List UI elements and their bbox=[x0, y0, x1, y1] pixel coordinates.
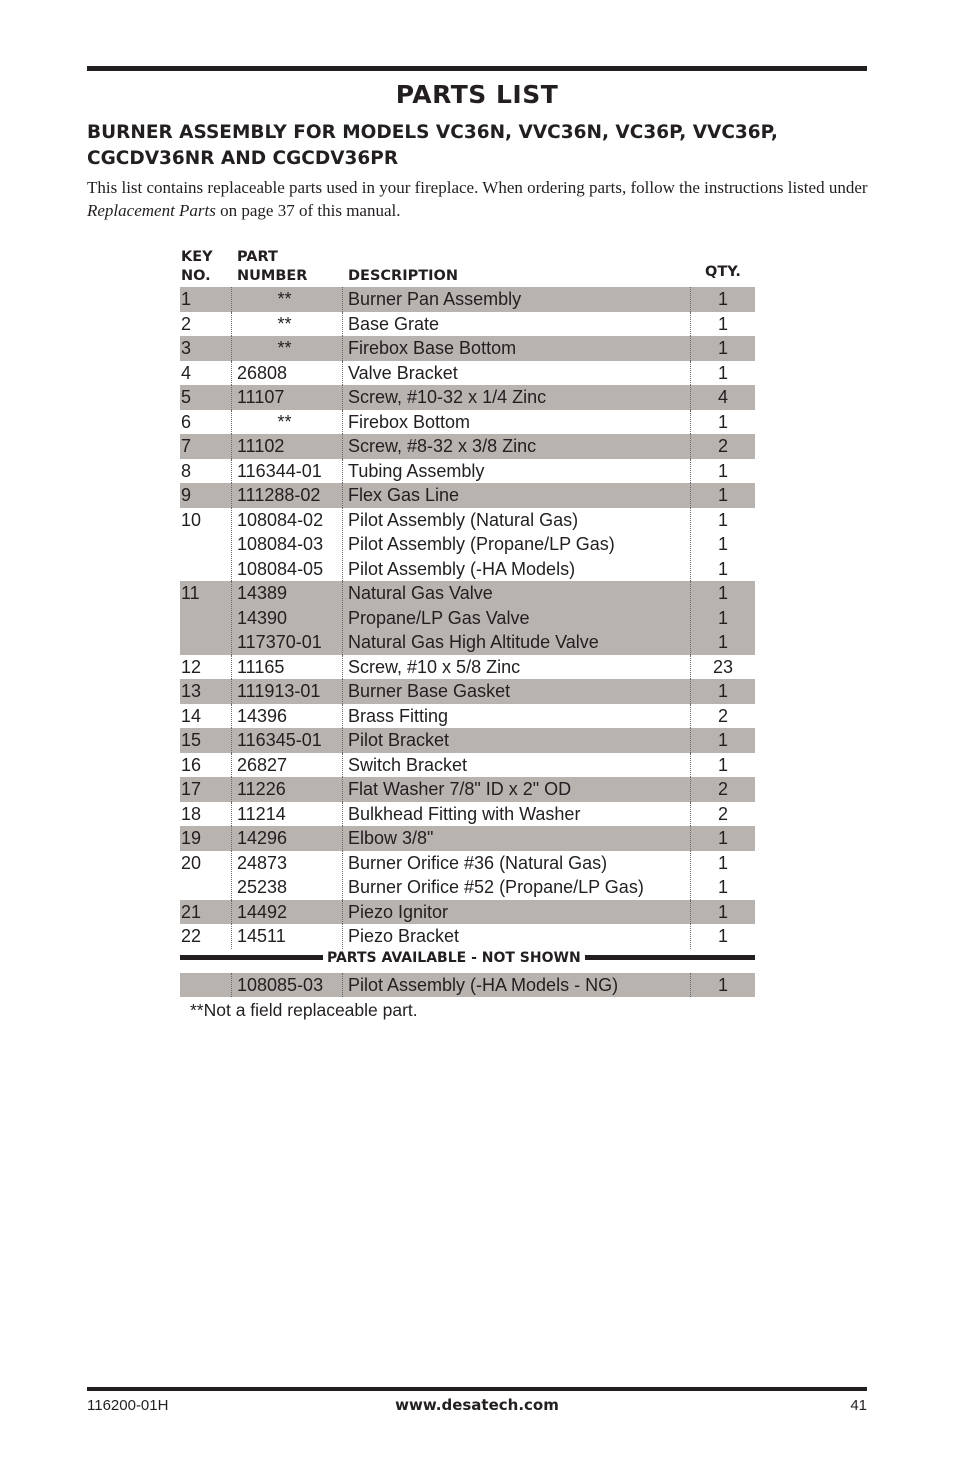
key-number: 18 bbox=[181, 803, 202, 824]
part-number: 11214 bbox=[237, 803, 286, 824]
part-quantity: 4 bbox=[717, 387, 728, 407]
part-description: Burner Orifice #52 (Propane/LP Gas) bbox=[348, 877, 644, 897]
not-shown-banner bbox=[180, 949, 755, 973]
table-row bbox=[180, 728, 755, 753]
table-row bbox=[180, 312, 755, 337]
key-number: 9 bbox=[181, 485, 192, 505]
table-row bbox=[180, 753, 755, 778]
key-number: 1 bbox=[181, 289, 192, 309]
key-number: 2 bbox=[181, 313, 192, 334]
part-description: Piezo Ignitor bbox=[348, 901, 449, 922]
not-shown-label: PARTS AVAILABLE - NOT SHOWN bbox=[323, 949, 585, 967]
part-description: Pilot Assembly (Propane/LP Gas) bbox=[348, 534, 615, 554]
part-quantity: 1 bbox=[717, 632, 728, 652]
table-row-line bbox=[180, 704, 755, 729]
key-number: 21 bbox=[181, 901, 202, 922]
part-description: Brass Fitting bbox=[348, 705, 449, 726]
table-row-line bbox=[180, 630, 755, 655]
table-row-line bbox=[180, 287, 755, 312]
intro-paragraph bbox=[87, 176, 877, 222]
part-quantity: 1 bbox=[717, 460, 728, 481]
table-row-line bbox=[180, 679, 755, 704]
part-description: Flex Gas Line bbox=[348, 485, 460, 505]
part-description: Natural Gas Valve bbox=[348, 583, 493, 603]
intro-emphasis: Replacement Parts bbox=[87, 201, 216, 220]
part-number: 111913-01 bbox=[237, 681, 321, 701]
key-number: 13 bbox=[181, 681, 202, 701]
part-description: Tubing Assembly bbox=[348, 460, 485, 481]
header-key-line2: NO. bbox=[181, 268, 211, 284]
key-number: 7 bbox=[181, 436, 192, 456]
part-number: 116345-01 bbox=[237, 730, 322, 750]
key-number: 10 bbox=[181, 509, 202, 530]
key-number: 15 bbox=[181, 730, 202, 750]
part-quantity: 1 bbox=[717, 313, 728, 334]
table-row-line bbox=[180, 875, 755, 900]
table-row-line bbox=[180, 826, 755, 851]
table-row-line bbox=[180, 753, 755, 778]
header-description: DESCRIPTION bbox=[348, 268, 458, 284]
page-number: 41 bbox=[850, 1397, 867, 1414]
header-part-line2: NUMBER bbox=[237, 268, 308, 284]
part-quantity: 2 bbox=[717, 779, 728, 799]
part-description: Piezo Bracket bbox=[348, 926, 460, 946]
part-quantity: 1 bbox=[717, 583, 728, 603]
part-quantity: 1 bbox=[717, 974, 728, 995]
part-number: 108084-05 bbox=[237, 558, 324, 579]
part-number: 14511 bbox=[237, 926, 286, 946]
key-number: 22 bbox=[181, 926, 202, 946]
part-number: 11226 bbox=[237, 779, 286, 799]
key-number: 17 bbox=[181, 779, 202, 799]
part-number: 14396 bbox=[237, 705, 288, 726]
part-description: Firebox Bottom bbox=[348, 411, 471, 432]
part-quantity: 2 bbox=[717, 803, 728, 824]
part-description: Elbow 3/8" bbox=[348, 828, 434, 848]
table-row-line bbox=[180, 312, 755, 337]
part-quantity: 1 bbox=[717, 534, 728, 554]
table-row bbox=[180, 459, 755, 484]
table-row-line bbox=[180, 459, 755, 484]
table-row bbox=[180, 973, 755, 998]
part-quantity: 23 bbox=[712, 656, 734, 677]
key-number: 8 bbox=[181, 460, 192, 481]
key-number: 5 bbox=[181, 387, 192, 407]
table-row-line bbox=[180, 410, 755, 435]
key-number: 12 bbox=[181, 656, 202, 677]
part-description: Pilot Assembly (-HA Models - NG) bbox=[348, 974, 619, 995]
table-row bbox=[180, 287, 755, 312]
table-row-line bbox=[180, 777, 755, 802]
part-number: ** bbox=[277, 338, 292, 358]
part-number: 14296 bbox=[237, 828, 288, 848]
page-title: PARTS LIST bbox=[395, 80, 559, 109]
table-row bbox=[180, 336, 755, 361]
part-number: 11107 bbox=[237, 387, 285, 407]
part-number: ** bbox=[277, 289, 292, 309]
part-description: Screw, #10-32 x 1/4 Zinc bbox=[348, 387, 547, 407]
table-row bbox=[180, 924, 755, 949]
key-number: 4 bbox=[181, 362, 192, 383]
table-row-line bbox=[180, 924, 755, 949]
part-quantity: 2 bbox=[717, 705, 728, 726]
part-number: ** bbox=[277, 411, 292, 432]
header-key-line1: KEY bbox=[181, 249, 213, 265]
table-row-line bbox=[180, 508, 755, 533]
table-row bbox=[180, 483, 755, 508]
header-key-no bbox=[181, 248, 213, 286]
part-description: Firebox Base Bottom bbox=[348, 338, 517, 358]
top-rule bbox=[87, 66, 867, 71]
part-quantity: 1 bbox=[717, 509, 728, 530]
part-number: 26808 bbox=[237, 362, 288, 383]
part-number: 116344-01 bbox=[237, 460, 322, 481]
part-quantity: 1 bbox=[717, 558, 728, 579]
key-number: 20 bbox=[181, 852, 202, 873]
part-description: Propane/LP Gas Valve bbox=[348, 607, 530, 628]
key-number: 3 bbox=[181, 338, 192, 358]
part-quantity: 1 bbox=[717, 828, 728, 848]
website-link[interactable]: www.desatech.com bbox=[395, 1396, 559, 1414]
part-quantity: 1 bbox=[717, 362, 728, 383]
part-quantity: 1 bbox=[717, 852, 728, 873]
part-number: ** bbox=[277, 313, 292, 334]
table-row-line bbox=[180, 532, 755, 557]
table-row bbox=[180, 679, 755, 704]
part-description: Flat Washer 7/8" ID x 2" OD bbox=[348, 779, 572, 799]
part-description: Pilot Assembly (Natural Gas) bbox=[348, 509, 579, 530]
table-row bbox=[180, 385, 755, 410]
table-row-line bbox=[180, 728, 755, 753]
table-row bbox=[180, 704, 755, 729]
part-number: 11102 bbox=[237, 436, 285, 456]
section-subtitle: BURNER ASSEMBLY FOR MODELS VC36N, VVC36N, VC36P, VVC36P, CGCDV36NR AND CGCDV36PR bbox=[87, 122, 778, 169]
part-quantity: 1 bbox=[717, 485, 728, 505]
header-qty: QTY. bbox=[705, 264, 741, 280]
part-number: 24873 bbox=[237, 852, 288, 873]
part-number: 14390 bbox=[237, 607, 288, 628]
table-row-line bbox=[180, 851, 755, 876]
part-quantity: 1 bbox=[717, 926, 728, 946]
part-description: Burner Orifice #36 (Natural Gas) bbox=[348, 852, 608, 873]
part-number: 108084-03 bbox=[237, 534, 324, 554]
part-quantity: 1 bbox=[717, 754, 728, 775]
table-row-line bbox=[180, 973, 755, 998]
part-quantity: 1 bbox=[717, 877, 728, 897]
table-row-line bbox=[180, 655, 755, 680]
table-row-line bbox=[180, 385, 755, 410]
table-row bbox=[180, 900, 755, 925]
bottom-rule bbox=[87, 1387, 867, 1391]
part-number: 108085-03 bbox=[237, 974, 324, 995]
table-row bbox=[180, 434, 755, 459]
table-row-line bbox=[180, 336, 755, 361]
table-row bbox=[180, 851, 755, 900]
part-description: Burner Base Gasket bbox=[348, 681, 511, 701]
part-number: 25238 bbox=[237, 877, 288, 897]
part-number: 111288-02 bbox=[237, 485, 321, 505]
part-description: Natural Gas High Altitude Valve bbox=[348, 632, 599, 652]
part-number: 26827 bbox=[237, 754, 288, 775]
part-quantity: 1 bbox=[717, 289, 728, 309]
table-row bbox=[180, 361, 755, 386]
table-row bbox=[180, 655, 755, 680]
table-row-line bbox=[180, 483, 755, 508]
part-quantity: 1 bbox=[717, 901, 728, 922]
part-number: 11165 bbox=[237, 656, 285, 677]
key-number: 16 bbox=[181, 754, 202, 775]
doc-number: 116200-01H bbox=[87, 1397, 169, 1414]
table-row-line bbox=[180, 434, 755, 459]
footnote: **Not a field replaceable part. bbox=[190, 1000, 418, 1020]
part-description: Burner Pan Assembly bbox=[348, 289, 522, 309]
parts-table bbox=[180, 287, 755, 997]
table-row bbox=[180, 826, 755, 851]
part-description: Screw, #10 x 5/8 Zinc bbox=[348, 656, 521, 677]
part-description: Pilot Bracket bbox=[348, 730, 450, 750]
table-row-line bbox=[180, 581, 755, 606]
part-quantity: 1 bbox=[717, 338, 728, 358]
key-number: 14 bbox=[181, 705, 202, 726]
table-row bbox=[180, 581, 755, 655]
table-row-line bbox=[180, 361, 755, 386]
intro-text-end: on page 37 of this manual. bbox=[215, 201, 401, 220]
table-row-line bbox=[180, 900, 755, 925]
part-description: Base Grate bbox=[348, 313, 440, 334]
part-quantity: 2 bbox=[717, 436, 728, 456]
table-row-line bbox=[180, 606, 755, 631]
table-row bbox=[180, 802, 755, 827]
table-row bbox=[180, 777, 755, 802]
header-part-line1: PART bbox=[237, 249, 278, 265]
part-description: Pilot Assembly (-HA Models) bbox=[348, 558, 576, 579]
table-row bbox=[180, 508, 755, 582]
part-number: 14389 bbox=[237, 583, 288, 603]
table-row bbox=[180, 410, 755, 435]
header-part-number bbox=[237, 248, 307, 286]
table-row-line bbox=[180, 557, 755, 582]
part-quantity: 1 bbox=[717, 730, 728, 750]
part-number: 14492 bbox=[237, 901, 288, 922]
part-number: 108084-02 bbox=[237, 509, 324, 530]
part-quantity: 1 bbox=[717, 681, 728, 701]
part-description: Switch Bracket bbox=[348, 754, 468, 775]
part-quantity: 1 bbox=[717, 411, 728, 432]
key-number: 6 bbox=[181, 411, 192, 432]
part-quantity: 1 bbox=[717, 607, 728, 628]
part-description: Bulkhead Fitting with Washer bbox=[348, 803, 581, 824]
part-number: 117370-01 bbox=[237, 632, 322, 652]
table-row-line bbox=[180, 802, 755, 827]
key-number: 19 bbox=[181, 828, 202, 848]
part-description: Valve Bracket bbox=[348, 362, 458, 383]
key-number: 11 bbox=[181, 583, 200, 603]
part-description: Screw, #8-32 x 3/8 Zinc bbox=[348, 436, 537, 456]
intro-text: This list contains replaceable parts used in your fireplace. When ordering parts, follow the instructions listed under bbox=[87, 178, 868, 197]
